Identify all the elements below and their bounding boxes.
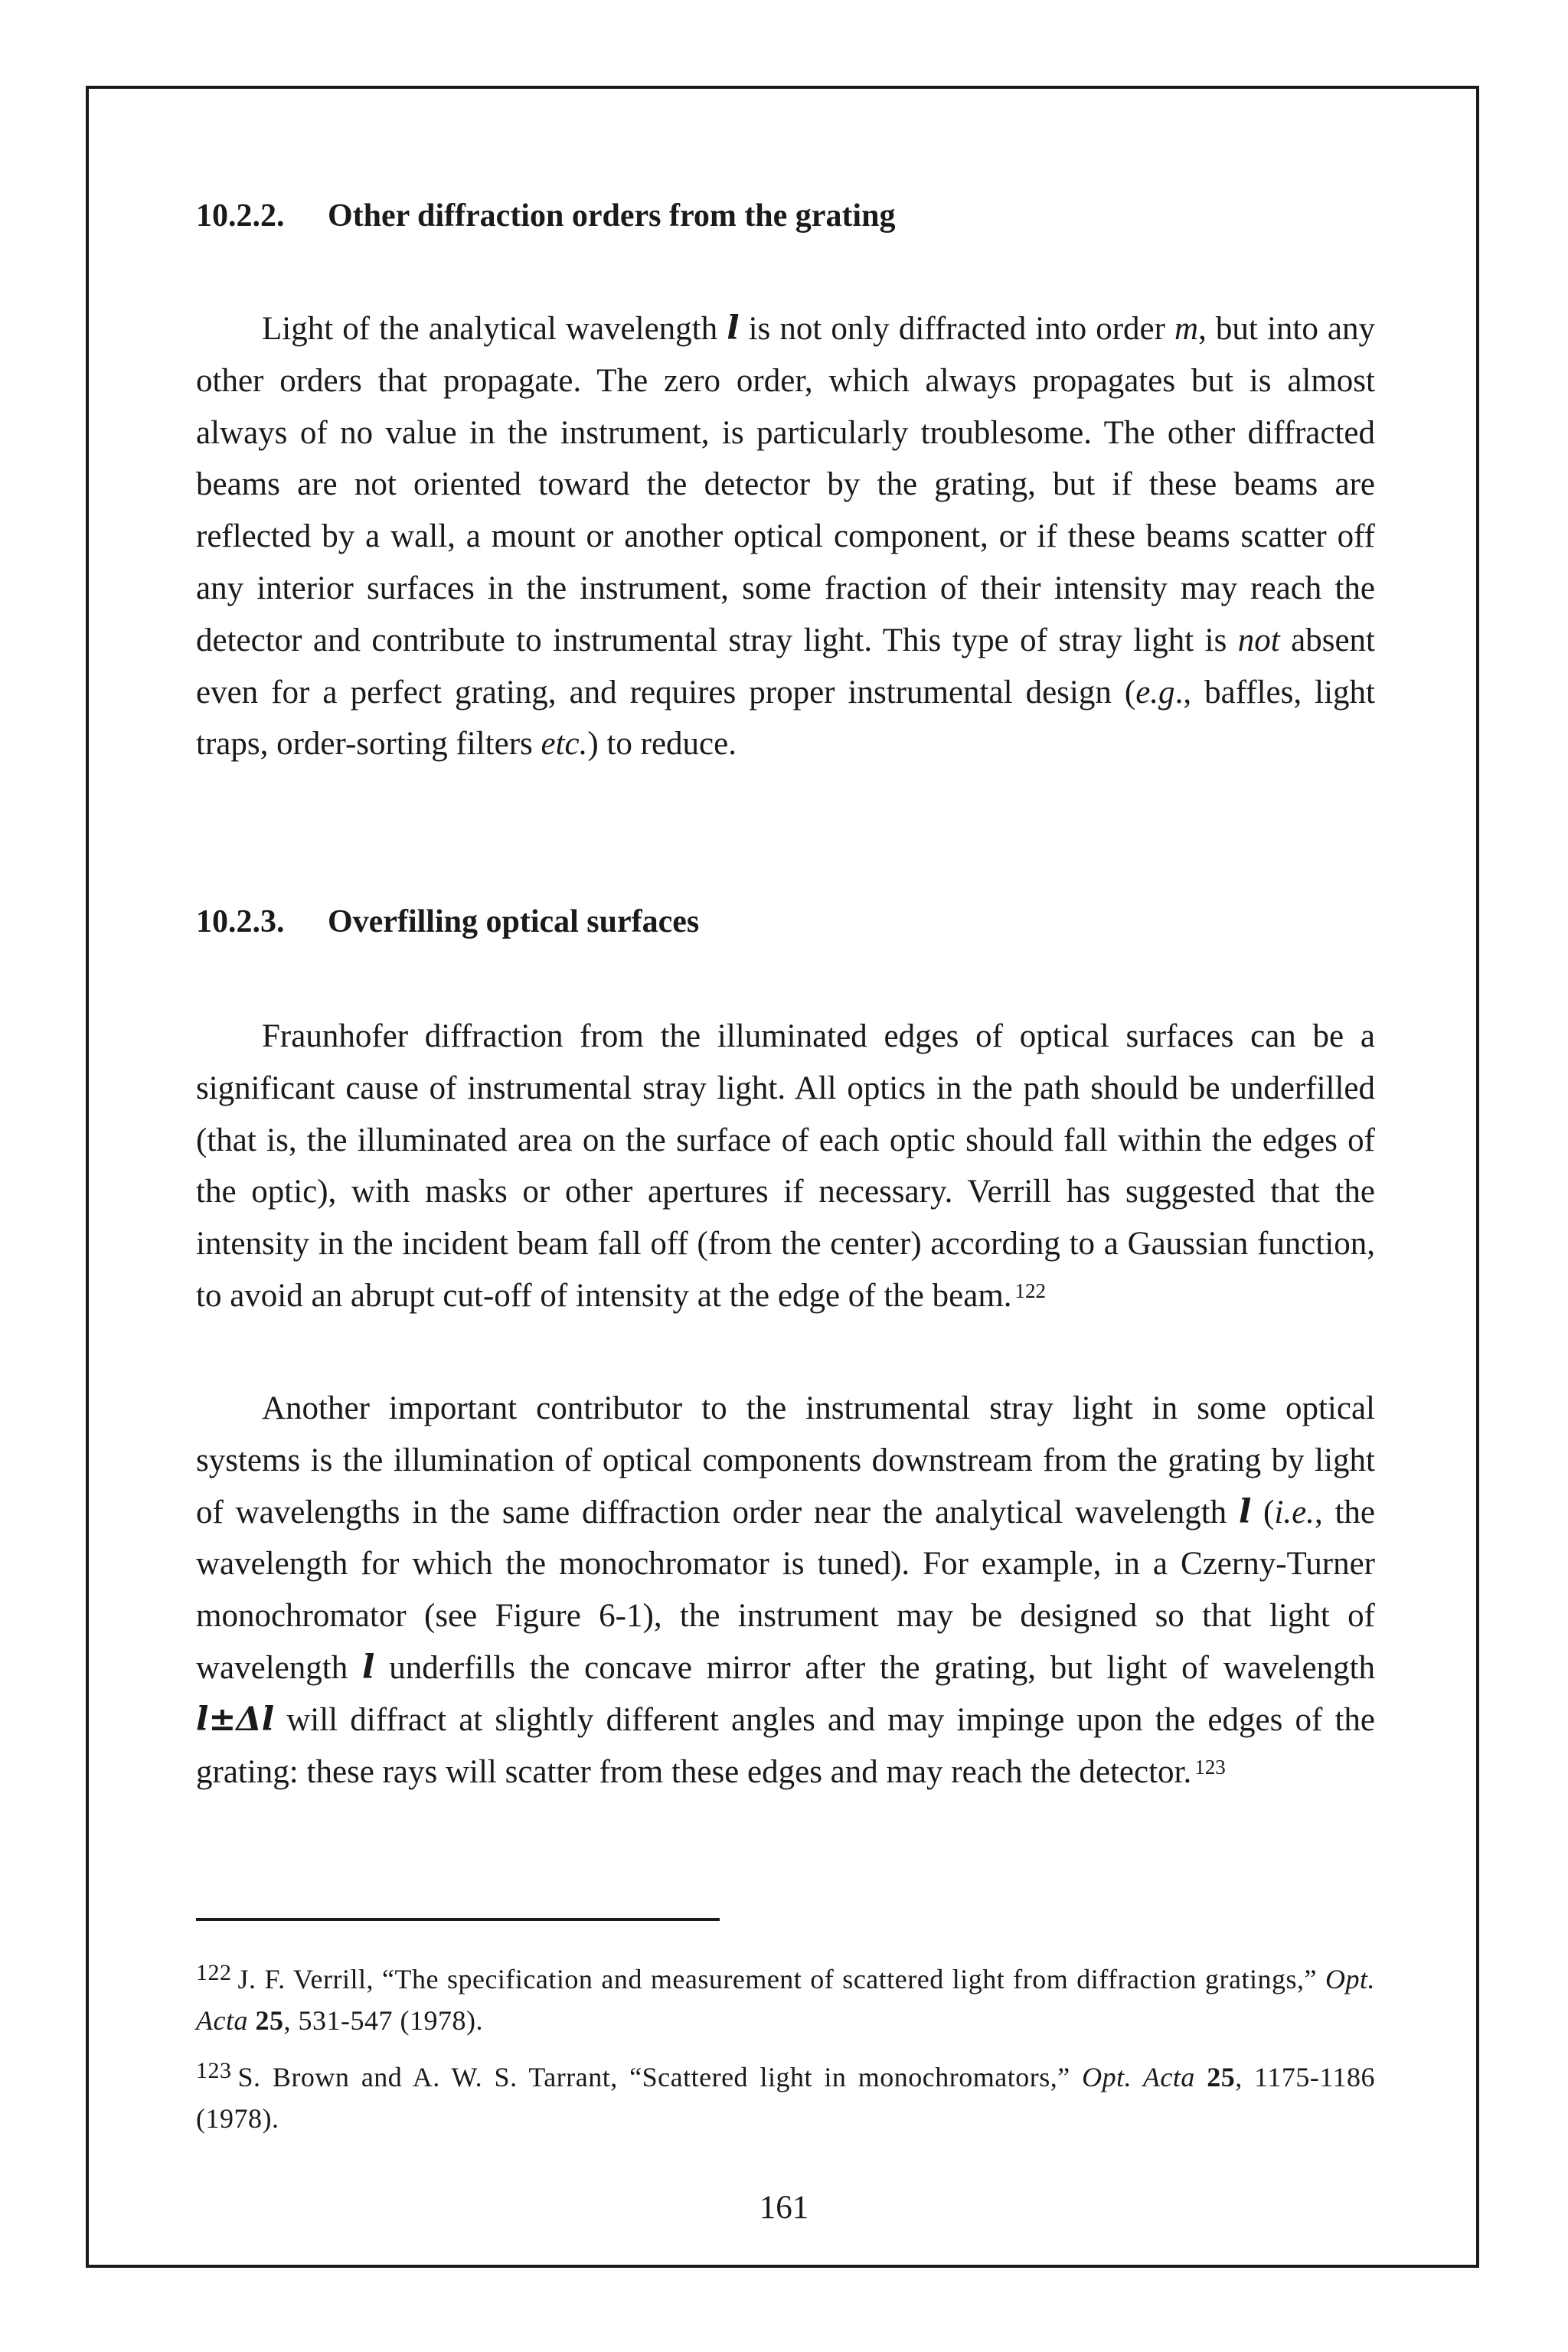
lambda-plusminus-symbol: l±Δl	[196, 1700, 275, 1739]
journal-name: Opt. Acta	[1082, 2062, 1195, 2092]
volume-number: 25	[255, 2005, 284, 2036]
section-number: 10.2.2.	[196, 198, 285, 234]
lambda-symbol: l	[362, 1648, 375, 1687]
text-run: J. F. Verrill, “The specification and measurement of scattered light from diffraction gratings,”	[237, 1964, 1325, 1994]
volume-number: 25	[1207, 2062, 1236, 2092]
text-run	[1195, 2062, 1207, 2092]
section-heading-10-2-2	[196, 196, 895, 236]
footnote-number: 122	[196, 1960, 232, 1985]
emphasis-etc: etc.	[541, 726, 588, 763]
lambda-symbol: l	[1238, 1492, 1252, 1531]
page-number: 161	[759, 2190, 809, 2226]
footnote-separator	[196, 1918, 720, 1921]
section-number: 10.2.3.	[196, 904, 285, 939]
text-run: , the wavelength for which the monochromator is tuned). For example, in a Czerny-Turner monochromator (see Figure 6-1), the instrument may be designed so that light of wavelength	[196, 1494, 1375, 1686]
text-run: will diffract at slightly different angles and may impinge upon the edges of the grating: these rays will scatter from these edges and may reach the detector.	[196, 1701, 1375, 1790]
lambda-symbol: l	[727, 309, 740, 348]
text-run: (	[1251, 1494, 1275, 1530]
section-title: Other diffraction orders from the grating	[328, 198, 896, 234]
footnote-ref: 123	[1194, 1755, 1226, 1779]
body-paragraph	[196, 303, 1375, 770]
emphasis-eg: e.g	[1135, 674, 1175, 710]
emphasis-not: not	[1237, 622, 1280, 658]
text-run: Another important contributor to the instrumental stray light in some optical systems is the illumination of optical components downstream from the grating by light of wavelengths in the same diffraction order near the analytical wavelength	[196, 1390, 1375, 1530]
text-run: ., baffles, light traps, order-sorting filters	[196, 674, 1375, 763]
text-run: underfills the concave mirror after the grating, but light of wavelength	[374, 1649, 1376, 1686]
variable-m: m	[1174, 311, 1199, 347]
text-run: absent even for a perfect grating, and requires proper instrumental design (	[196, 622, 1376, 710]
emphasis-ie: i.e.	[1274, 1494, 1315, 1530]
text-run: Light of the analytical wavelength	[262, 311, 727, 347]
text-run: S. Brown and A. W. S. Tarrant, “Scattered light in monochromators,”	[237, 2062, 1083, 2092]
section-heading-10-2-3	[196, 902, 699, 942]
footnote-123	[196, 2056, 1375, 2139]
journal-name: Opt. Acta	[196, 1964, 1375, 2036]
body-paragraph	[196, 1011, 1375, 1322]
text-run: Fraunhofer diffraction from the illuminated edges of optical surfaces can be a significant cause of instrumental stray light. All optics in the path should be underfilled (that is, the illuminated area on the surface of each optic should fall within the edges of the optic), with masks or other apertures if necessary. Verrill has suggested that the intensity in the incident beam fall off (from the center) according to a Gaussian function, to avoid an abrupt cut-off of intensity at the edge of the beam.	[196, 1018, 1375, 1314]
text-run: , but into any other orders that propagate. The zero order, which always propagates but is almost always of no value in the instrument, is particularly troublesome. The other diffracted beams are not oriented toward the detector by the grating, but if these beams are reflected by a wall, a mount or another optical component, or if these beams scatter off any interior surfaces in the instrument, some fraction of their intensity may reach the detector and contribute to instrumental stray light. This type of stray light is	[196, 311, 1375, 658]
footnote-122	[196, 1958, 1375, 2041]
section-title: Overfilling optical surfaces	[328, 904, 700, 939]
body-paragraph	[196, 1383, 1375, 1798]
footnote-ref: 122	[1014, 1279, 1047, 1302]
text-run: , 1175-1186 (1978).	[196, 2062, 1375, 2134]
text-run: ) to reduce.	[587, 726, 737, 763]
text-run: is not only diffracted into order	[739, 311, 1175, 347]
footnote-number: 123	[196, 2058, 232, 2083]
text-run: , 531-547 (1978).	[283, 2005, 483, 2036]
